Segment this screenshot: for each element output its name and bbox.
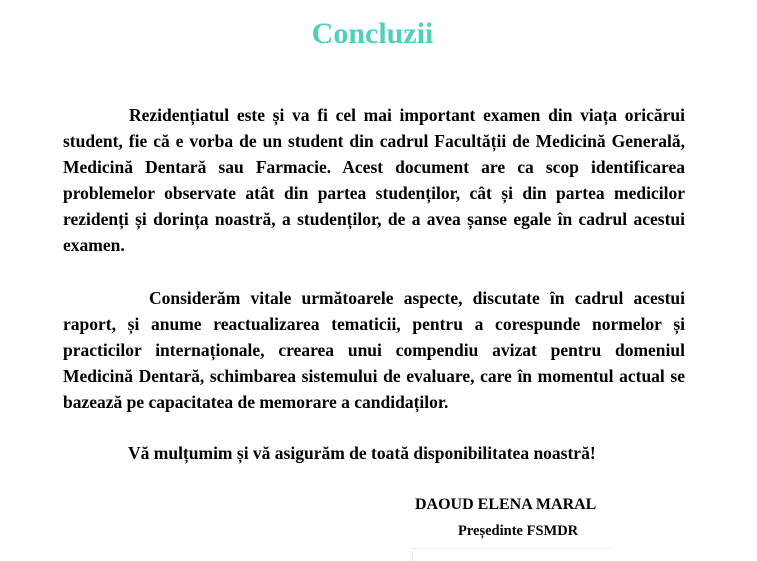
signatory-name: DAOUD ELENA MARAL <box>415 496 597 513</box>
conclusion-paragraph-1: Rezidențiatul este și va fi cel mai important examen din viața oricărui student, fie că e vorba de un student din cadrul Facultății de Medicină Generală, Medicină Dentară sau Farmacie. Acest document are ca scop identificarea problemelor observate atât din partea studenților, cât și din partea medicilor rezidenți și dorința noastră, a studenților, de a avea șanse egale în cadrul acestui examen. <box>63 105 685 255</box>
signatory-role: Președinte FSMDR <box>458 523 579 539</box>
conclusion-paragraph-2: Considerăm vitale următoarele aspecte, discutate în cadrul acestui raport, și anume reactualizarea tematicii, pentru a corespunde normelor și practicilor internaționale, crearea unui compendiu avizat pentru domeniul Medicină Dentară, schimbarea sistemului de evaluare, care în momentul actual se bazează pe capacitatea de memorare a candidaților. <box>63 288 685 412</box>
page-title: Concluzii <box>311 17 434 50</box>
stamp-area <box>412 548 613 561</box>
closing-statement: Vă mulțumim și vă asigurăm de toată disponibilitatea noastră! <box>128 443 596 463</box>
